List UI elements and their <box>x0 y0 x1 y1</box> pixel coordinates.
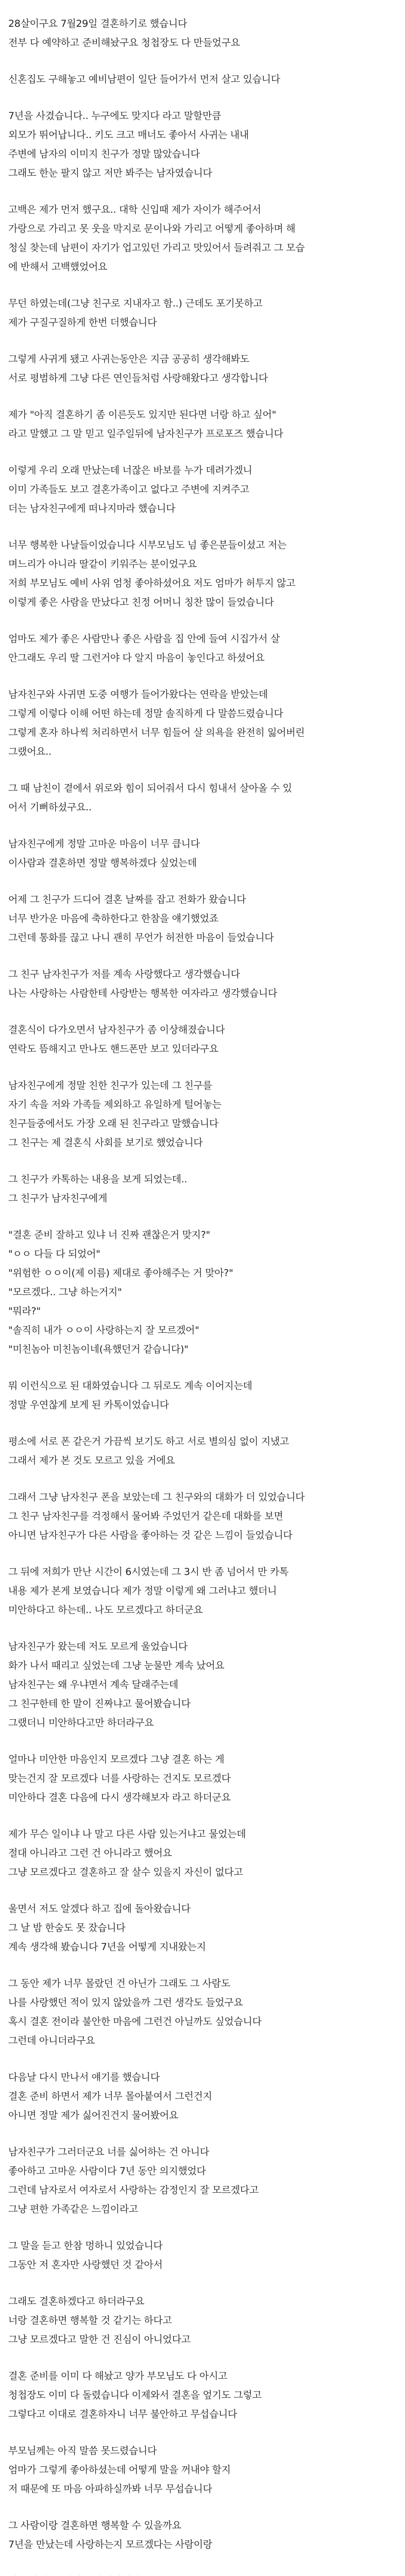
paragraph-line: 정말 우연찮게 보게 된 카톡이었습니다 <box>8 1399 169 1411</box>
paragraph-line: 나를 사랑했던 적이 있지 않았을까 그런 생각도 들었구요 <box>8 1997 243 2008</box>
paragraph-line: 서로 평범하게 그냥 다른 연인들처럼 사랑해왔다고 생각합니다 <box>8 372 268 384</box>
paragraph-line: "ㅇㅇ 다들 다 되었어" <box>8 1248 100 1260</box>
post-paragraph <box>8 2068 394 2125</box>
paragraph-line: 제가 무슨 일이냐 나 말고 다른 사람 있는거냐고 물었는데 <box>8 1828 246 1840</box>
post-paragraph <box>8 350 394 388</box>
post-paragraph <box>8 1750 394 1807</box>
paragraph-line: "모르겠다.. 그냥 하는거지" <box>8 1286 122 1298</box>
paragraph-line: 신혼집도 구해놓고 예비남편이 일단 들어가서 먼저 살고 있습니다 <box>8 74 280 85</box>
post-paragraph <box>8 2143 394 2219</box>
post-paragraph <box>8 1974 394 2050</box>
post-paragraph <box>8 630 394 668</box>
post-paragraph <box>8 1900 394 1957</box>
paragraph-line: 그 사람이랑 결혼하면 행복할 수 있을까요 <box>8 2520 181 2531</box>
paragraph-line: 청실 찾는데 남편이 자기가 업고있던 가리고 맛있어서 들려줘고 그 모습 <box>8 242 305 253</box>
paragraph-line: 어서 기뻐하셨구요.. <box>8 802 92 813</box>
paragraph-line: 그래도 결혼하겠다고 하더라구요 <box>8 2296 145 2307</box>
paragraph-line: 이미 가족들도 보고 결혼가족이고 없다고 주변에 지켜주고 <box>8 484 249 495</box>
paragraph-line: 그렇게 혼자 하나씩 처리하면서 너무 힘들어 살 의욕을 완전히 잃어버린 <box>8 727 305 738</box>
paragraph-line: 친구들중에서도 가장 오래 된 친구라고 말했습니다 <box>8 1118 218 1129</box>
paragraph-line: 남자친구에게 정말 친한 친구가 있는데 그 친구를 <box>8 1080 212 1091</box>
paragraph-line: 나는 사랑하는 사람한테 사랑받는 행복한 여자라고 생각했습니다 <box>8 988 277 999</box>
paragraph-line: 그렇다고 이대로 결혼하자니 너무 불안하고 무섭습니다 <box>8 2409 237 2420</box>
paragraph-line: 라고 말했고 그 말 믿고 일주일뒤에 남자친구가 프로포즈 했습니다 <box>8 428 283 439</box>
paragraph-line: 그래도 한눈 팔지 않고 저만 봐주는 남자였습니다 <box>8 167 212 179</box>
paragraph-line: 그 친구한테 한 말이 진짜냐고 물어봤습니다 <box>8 1698 191 1709</box>
paragraph-line: 그런데 남자로서 여자로서 사랑하는 감정인지 잘 모르겠다고 <box>8 2184 259 2196</box>
paragraph-line: 가랑으로 가리고 못 웃을 막지로 문이나와 가리고 어떻게 좋아하며 해 <box>8 223 296 234</box>
post-paragraph <box>8 405 394 444</box>
paragraph-line: 외모가 뛰어납니다.. 키도 크고 매너도 좋아서 사귀는 내내 <box>8 129 249 141</box>
paragraph-line: 안그래도 우리 딸 그런거야 다 알지 마음이 놓인다고 하셨어요 <box>8 652 265 664</box>
post-paragraph <box>8 14 394 53</box>
paragraph-line: 결혼 준비 하면서 제가 너무 몰아붙여서 그런건지 <box>8 2091 212 2102</box>
paragraph-line: 그 때 남친이 곁에서 위로와 힘이 되어줘서 다시 힘내서 살아올 수 있 <box>8 783 292 794</box>
post-paragraph <box>8 2572 394 2576</box>
paragraph-line: 내용 제가 본게 보였습니다 제가 정말 이렇게 왜 그러냐고 했더니 <box>8 1585 277 1597</box>
post-paragraph <box>8 1488 394 1545</box>
paragraph-line: 고백은 제가 먼저 했구요.. 대학 신입때 제가 자이가 해주어서 <box>8 204 261 215</box>
paragraph-line: 그래서 제가 본 것도 모르고 있을 거에요 <box>8 1455 175 1466</box>
post-paragraph <box>8 70 394 89</box>
paragraph-line: 맞는건지 잘 모르겠다 너를 사랑하는 건지도 모르겠다 <box>8 1773 231 1784</box>
paragraph-line: 그 친구 남자친구를 걱정해서 물어봐 주었던거 같은데 대화를 보면 <box>8 1511 283 1522</box>
paragraph-line: 그 날 밤 한숨도 못 잤습니다 <box>8 1922 126 1934</box>
paragraph-line: 이렇게 우리 오래 만났는데 너잖은 바보를 누가 데려가겠니 <box>8 465 252 476</box>
paragraph-line: 무던 하였는데(그냥 친구로 지내자고 함..) 근데도 포기못하고 <box>8 298 263 309</box>
post-paragraph <box>8 1825 394 1882</box>
paragraph-line: 이렇게 좋은 사람을 만났다고 친정 어머니 칭찬 많이 들었습니다 <box>8 597 274 608</box>
post-paragraph <box>8 890 394 947</box>
paragraph-line: 남자친구가 왔는데 저도 모르게 울었습니다 <box>8 1641 188 1652</box>
paragraph-line: 그랬더니 미안하다고만 하더라구요 <box>8 1717 154 1728</box>
paragraph-line: 그래서 그냥 남자친구 폰을 보았는데 그 친구와의 대화가 더 있었습니다 <box>8 1492 305 1503</box>
paragraph-line: "솔직히 내가 ㅇㅇ이 사랑하는지 잘 모르겠어" <box>8 1325 199 1336</box>
paragraph-line: 그동안 저 혼자만 사랑했던 것 같아서 <box>8 2259 163 2270</box>
paragraph-line: "위험한 ㅇㅇ이(제 이름) 제대로 좋아해주는 거 맞아?" <box>8 1267 233 1279</box>
post-paragraph <box>8 461 394 518</box>
paragraph-line: 자기 속을 저와 가족들 제외하고 유일하게 털어놓는 <box>8 1099 222 1110</box>
paragraph-line: 엄마가 그렇게 좋아하셨는데 어떻게 말을 꺼내야 할지 <box>8 2464 231 2476</box>
paragraph-line: 울면서 저도 알겠다 하고 집에 돌아왔습니다 <box>8 1903 191 1914</box>
post-paragraph <box>8 2442 394 2499</box>
paragraph-line: 그냥 편한 가족같은 느낌이라고 <box>8 2204 138 2215</box>
paragraph-line: 저 때문에 또 마음 아파하실까봐 너무 무섭습니다 <box>8 2483 212 2495</box>
paragraph-line: 제가 "아직 결혼하기 좀 이른듯도 있지만 된다면 너랑 하고 싶어" <box>8 409 276 420</box>
paragraph-line: 그런데 통화를 끊고 나니 괜히 무언가 허전한 마음이 들었습니다 <box>8 932 274 943</box>
post-paragraph <box>8 1377 394 1415</box>
paragraph-line: 그 말을 듣고 한참 멍하니 있었습니다 <box>8 2240 163 2251</box>
paragraph-line: 너무 행복한 나날들이었습니다 시부모님도 넘 좋은분들이셨고 저는 <box>8 539 286 551</box>
paragraph-line: 남자친구와 사귀면 도중 여행가 들어가왔다는 연락을 받았는데 <box>8 689 268 700</box>
paragraph-line: 연락도 뜸해지고 만나도 핸드폰만 보고 있더라구요 <box>8 1043 218 1055</box>
paragraph-line: 좋아하고 고마운 사람이다 7년 동안 의지했었다 <box>8 2165 206 2177</box>
paragraph-line: 남자친구는 왜 우냐면서 계속 달래주는데 <box>8 1679 178 1690</box>
paragraph-line: 너랑 결혼하면 행복할 것 같기는 하다고 <box>8 2315 172 2326</box>
paragraph-line: 그냥 모르겠다고 말한 건 진심이 아니었다고 <box>8 2334 191 2345</box>
post-paragraph <box>8 1563 394 1620</box>
paragraph-line: 어제 그 친구가 드디어 결혼 날짜를 잡고 전화가 왔습니다 <box>8 894 246 905</box>
post-paragraph <box>8 2367 394 2424</box>
post-paragraph <box>8 835 394 873</box>
post-paragraph <box>8 2516 394 2554</box>
paragraph-line: "결혼 준비 잘하고 있냐 너 진짜 괜찮은거 맞지?" <box>8 1229 210 1241</box>
paragraph-line: 그 친구가 남자친구에게 <box>8 1193 108 1204</box>
paragraph-line: 그냥 모르겠다고 결혼하고 잘 살수 있을지 자신이 없다고 <box>8 1867 243 1878</box>
paragraph-line: 얼마나 미안한 마음인지 모르겠다 그냥 결혼 하는 게 <box>8 1754 225 1765</box>
post-paragraph <box>8 1170 394 1208</box>
paragraph-line: 계속 생각해 봤습니다 7년을 어떻게 지내왔는지 <box>8 1941 206 1953</box>
post-paragraph <box>8 1432 394 1470</box>
paragraph-line: 뭐 이런식으로 된 대화였습니다 그 뒤로도 계속 이어지는데 <box>8 1380 252 1392</box>
paragraph-line: 그 뒤에 저희가 만난 시간이 6시였는데 그 3시 반 좀 넘어서 만 카톡 <box>8 1566 289 1578</box>
paragraph-line: 그 친구는 제 결혼식 사회를 보기로 했었습니다 <box>8 1137 203 1148</box>
post-paragraph <box>8 1021 394 1059</box>
post-paragraph <box>8 200 394 277</box>
paragraph-line: 아니면 정말 제가 싫어진건지 물어봤어요 <box>8 2110 178 2121</box>
paragraph-line: 이사람과 결혼하면 정말 행복하겠다 싶었는데 <box>8 857 197 869</box>
paragraph-line: "뭐라?" <box>8 1306 41 1317</box>
post-paragraph <box>8 2236 394 2275</box>
paragraph-line: 아니면 남자친구가 다른 사람을 좋아하는 것 같은 느낌이 들었습니다 <box>8 1530 293 1541</box>
paragraph-line: 그렇게 사귀게 됐고 사귀는동안은 지금 공공히 생각해봐도 <box>8 353 249 365</box>
paragraph-line: 미안하다 결혼 다음에 다시 생각해보자 라고 하더군요 <box>8 1792 231 1803</box>
paragraph-line: 혹시 결혼 전이라 불안한 마음에 그런건 아닐까도 싶었습니다 <box>8 2016 262 2027</box>
post-paragraph <box>8 1226 394 1359</box>
paragraph-line: 그렇게 이렇다 이해 어떤 하는데 정말 솔직하게 다 말씀드렸습니다 <box>8 708 283 719</box>
post-paragraph <box>8 685 394 761</box>
post-paragraph <box>8 107 394 183</box>
paragraph-line: 주변에 남자의 이미지 친구가 정말 많았습니다 <box>8 148 200 160</box>
paragraph-line: 7년을 만났는데 사랑하는지 모르겠다는 사람이랑 <box>8 2539 212 2550</box>
paragraph-line: 청첩장도 이미 다 돌렸습니다 이제와서 결혼을 엎기도 그렇고 <box>8 2389 262 2401</box>
paragraph-line: 화가 나서 때리고 싶었는데 그냥 눈물만 계속 났어요 <box>8 1660 225 1671</box>
paragraph-line: 그랬어요.. <box>8 746 52 757</box>
paragraph-line: 결혼 준비를 이미 다 해놨고 양가 부모님도 다 아시고 <box>8 2370 228 2382</box>
paragraph-line: 28살이구요 7월29일 결혼하기로 했습니다 <box>8 18 187 29</box>
paragraph-line <box>8 2572 394 2576</box>
paragraph-line: 저희 부모님도 예비 사위 엄청 좋아하셨어요 저도 엄마가 허투지 않고 <box>8 578 296 589</box>
paragraph-line: 엄마도 제가 좋은 사람만나 좋은 사람을 집 안에 들여 시집가서 살 <box>8 633 280 645</box>
paragraph-line: 미안하다고 하는데.. 나도 모르겠다고 하더군요 <box>8 1604 203 1616</box>
paragraph-line: 전부 다 예약하고 준비해놨구요 청첩장도 다 만들었구요 <box>8 37 240 48</box>
post-paragraph <box>8 779 394 817</box>
paragraph-line: 그 친구 남자친구가 저를 계속 사랑했다고 생각했습니다 <box>8 969 240 980</box>
paragraph-line: 남자친구에게 정말 고마운 마음이 너무 큽니다 <box>8 838 200 850</box>
paragraph-line: 결혼식이 다가오면서 남자친구가 좀 이상해졌습니다 <box>8 1024 225 1036</box>
paragraph-line: 7년을 사겼습니다.. 누구에도 맞지다 라고 말할만큼 <box>8 110 222 122</box>
paragraph-line: 더는 남자친구에게 떠나지마라 했습니다 <box>8 503 176 514</box>
paragraph-line: 너무 반가운 마음에 축하한다고 한참을 얘기했었죠 <box>8 913 218 924</box>
post-paragraph <box>8 294 394 332</box>
paragraph-line: 평소에 서로 폰 같은거 가끔씩 보기도 하고 서로 별의심 없이 지냈고 <box>8 1436 289 1447</box>
paragraph-line: "미친놈아 미친놈이네(욕했던거 같습니다)" <box>8 1344 189 1355</box>
paragraph-line: 절대 아니라고 그런 건 아니라고 했어요 <box>8 1848 172 1859</box>
paragraph-line: 부모님께는 아직 말씀 못드렸습니다 <box>8 2445 157 2456</box>
paragraph-line: 에 반해서 고백했었어요 <box>8 261 108 273</box>
paragraph-line: 그 동안 제가 너무 몰랐던 건 아닌가 그래도 그 사람도 <box>8 1978 230 1989</box>
post-paragraph <box>8 965 394 1003</box>
post-paragraph <box>8 1637 394 1733</box>
post-paragraph <box>8 2292 394 2349</box>
paragraph-line: 며느리가 아니라 딸같이 키워주는 분이었구요 <box>8 558 197 570</box>
post-paragraph <box>8 536 394 612</box>
paragraph-line: 그 친구가 카톡하는 내용을 보게 되었는데.. <box>8 1174 188 1185</box>
paragraph-line: 남자친구가 그러더군요 너를 싫어하는 건 아니다 <box>8 2146 209 2158</box>
post-paragraph <box>8 1076 394 1153</box>
paragraph-line: 다음날 다시 만나서 얘기를 했습니다 <box>8 2072 160 2083</box>
paragraph-line: 제가 구질구질하게 한번 더했습니다 <box>8 317 157 328</box>
paragraph-line: 그런데 아니더라구요 <box>8 2035 95 2046</box>
